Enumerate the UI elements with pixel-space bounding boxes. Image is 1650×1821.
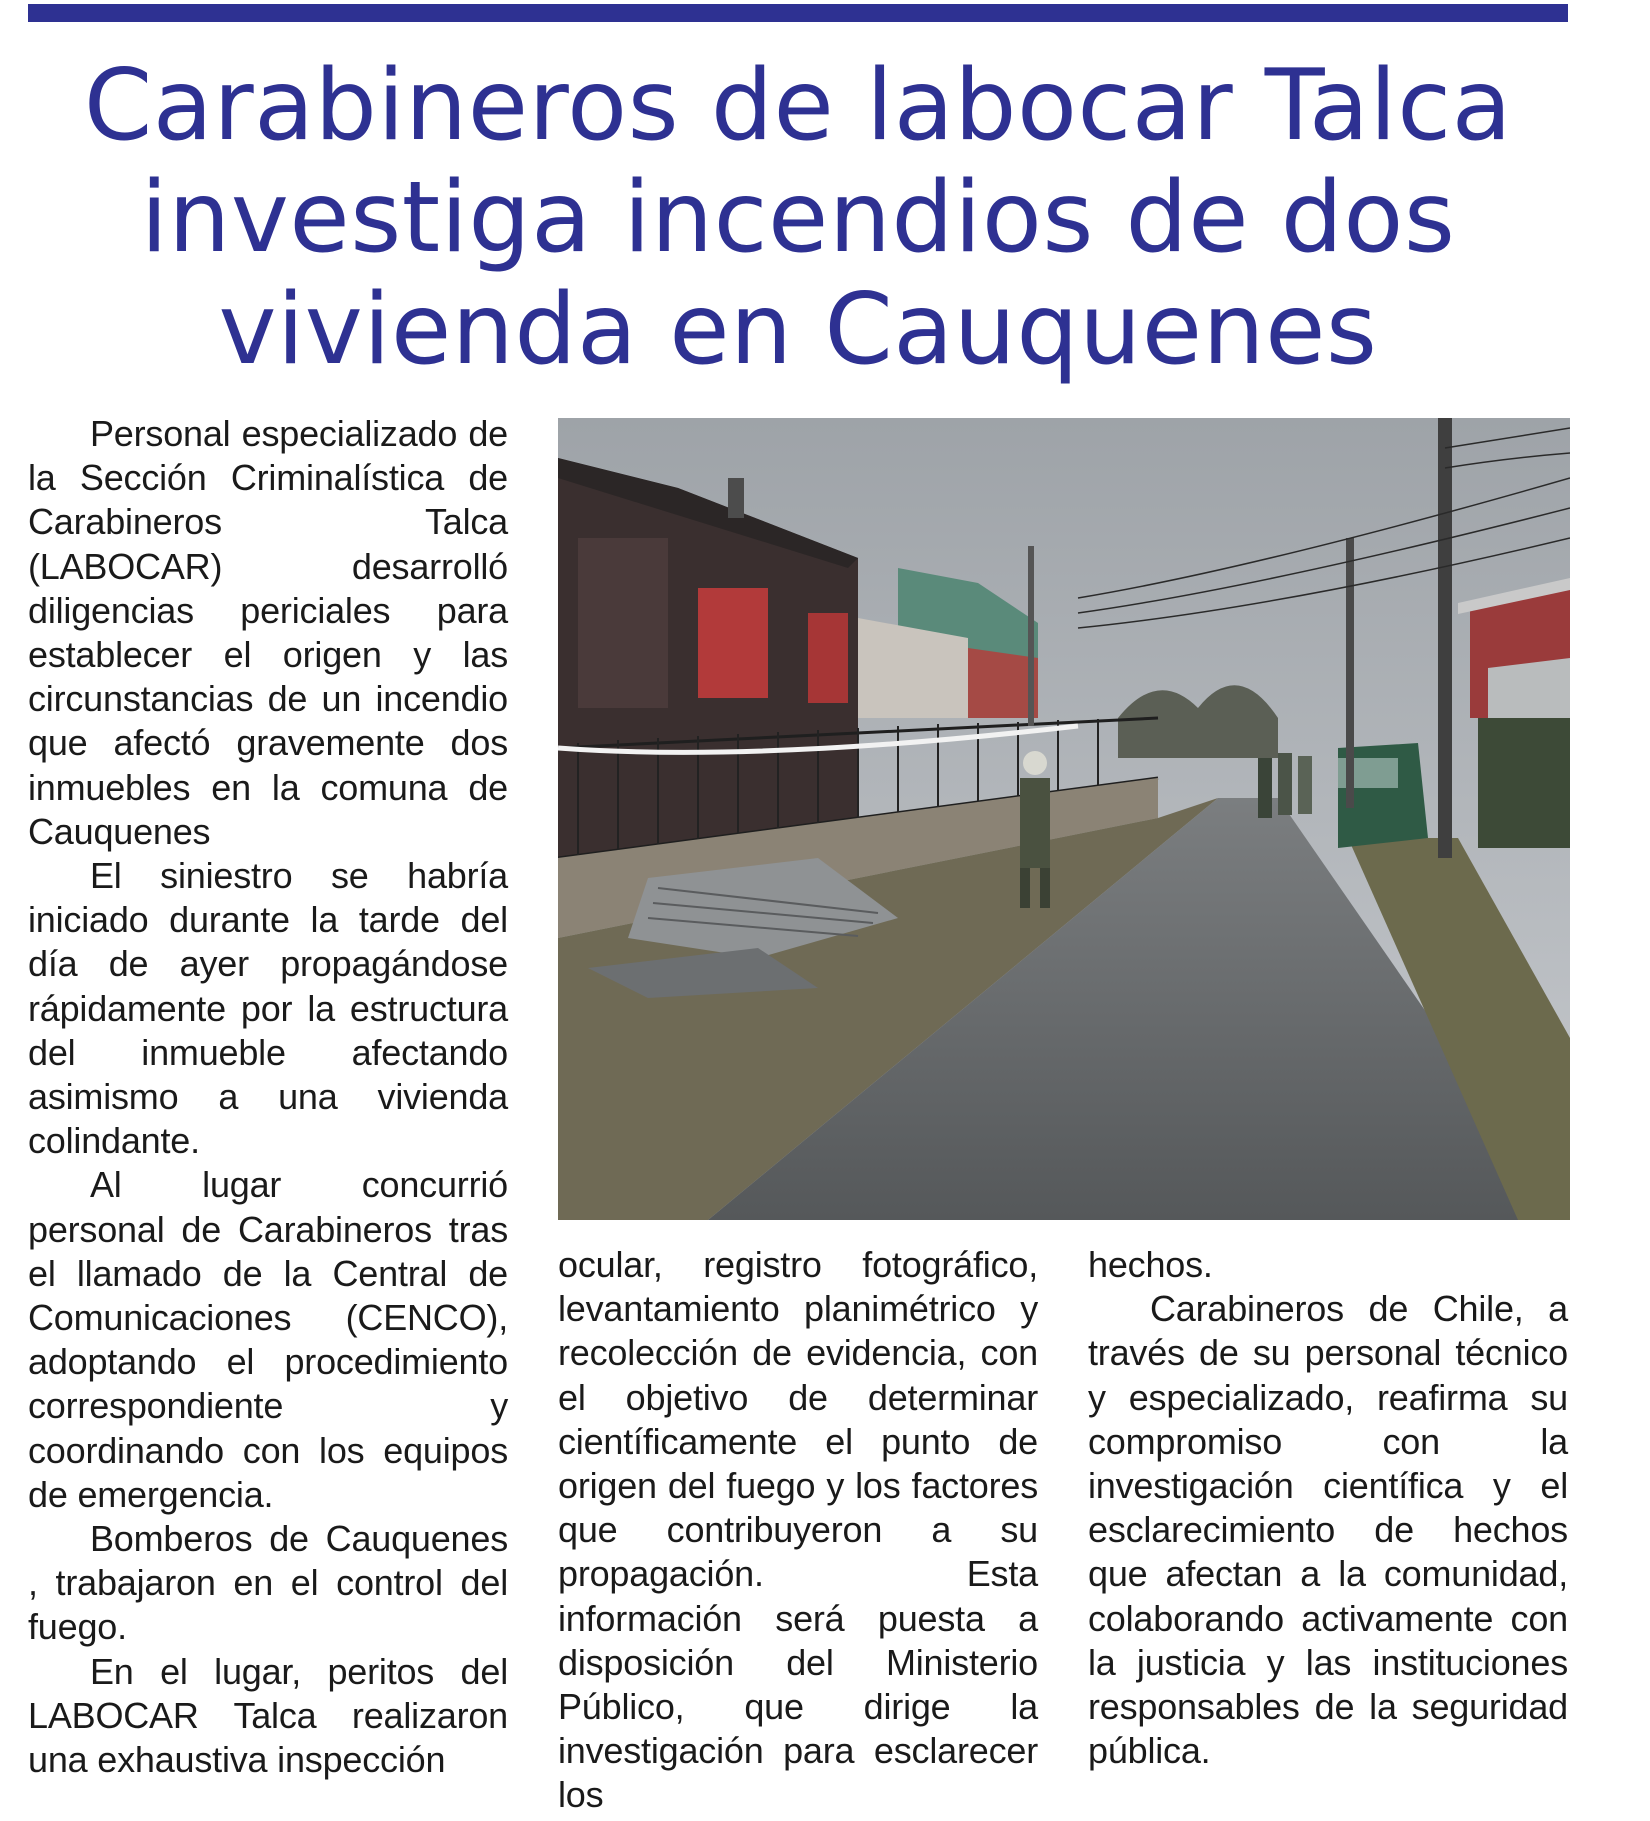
article-column-1 (28, 412, 508, 1782)
news-photo-burned-houses-street (558, 418, 1570, 1220)
paragraph: El siniestro se habría iniciado durante la tarde del día de ayer propagándose rápidamente por la estructura del inmueble afectando asimismo a una vivienda colindante. (28, 855, 508, 1162)
headline: Carabineros de labocar Talca investiga incendios de dos vivienda en Cauquenes (83, 49, 1513, 387)
paragraph: Bomberos de Cauquenes , trabajaron en el control del fuego. (28, 1518, 508, 1648)
paragraph: En el lugar, peritos del LABOCAR Talca realizaron una exhaustiva inspección (28, 1650, 508, 1781)
paragraph: hechos. (1088, 1244, 1213, 1285)
article-column-2 (558, 1243, 1038, 1818)
article-column-3 (1088, 1243, 1568, 1773)
paragraph: ocular, registro fotográfico, levantamiento planimétrico y recolección de evidencia, con el objetivo de determinar científicamente el punto de origen del fuego y los factores que contribuyeron a su propagación. Esta información será puesta a disposición del Ministerio Público, que dirige la investigación para esclarecer los (558, 1244, 1038, 1816)
photo-illustration (558, 418, 1570, 1220)
paragraph: Personal especializado de la Sección Criminalística de Carabineros Talca (LABOCAR) desarrolló diligencias periciales para establecer el origen y las circunstancias de un incendio que afectó gravemente dos inmuebles en la comuna de Cauquenes (28, 413, 508, 852)
paragraph: Al lugar concurrió personal de Carabineros tras el llamado de la Central de Comunicaciones (CENCO), adoptando el procedimiento correspondiente y coordinando con los equipos de emergencia. (28, 1164, 508, 1515)
paragraph: Carabineros de Chile, a través de su personal técnico y especializado, reafirma su compromiso con la investigación científica y el esclarecimiento de hechos que afectan a la comunidad, colaborando activamente con la justicia y las instituciones responsables de la seguridad pública. (1088, 1288, 1568, 1772)
top-rule (28, 4, 1568, 22)
